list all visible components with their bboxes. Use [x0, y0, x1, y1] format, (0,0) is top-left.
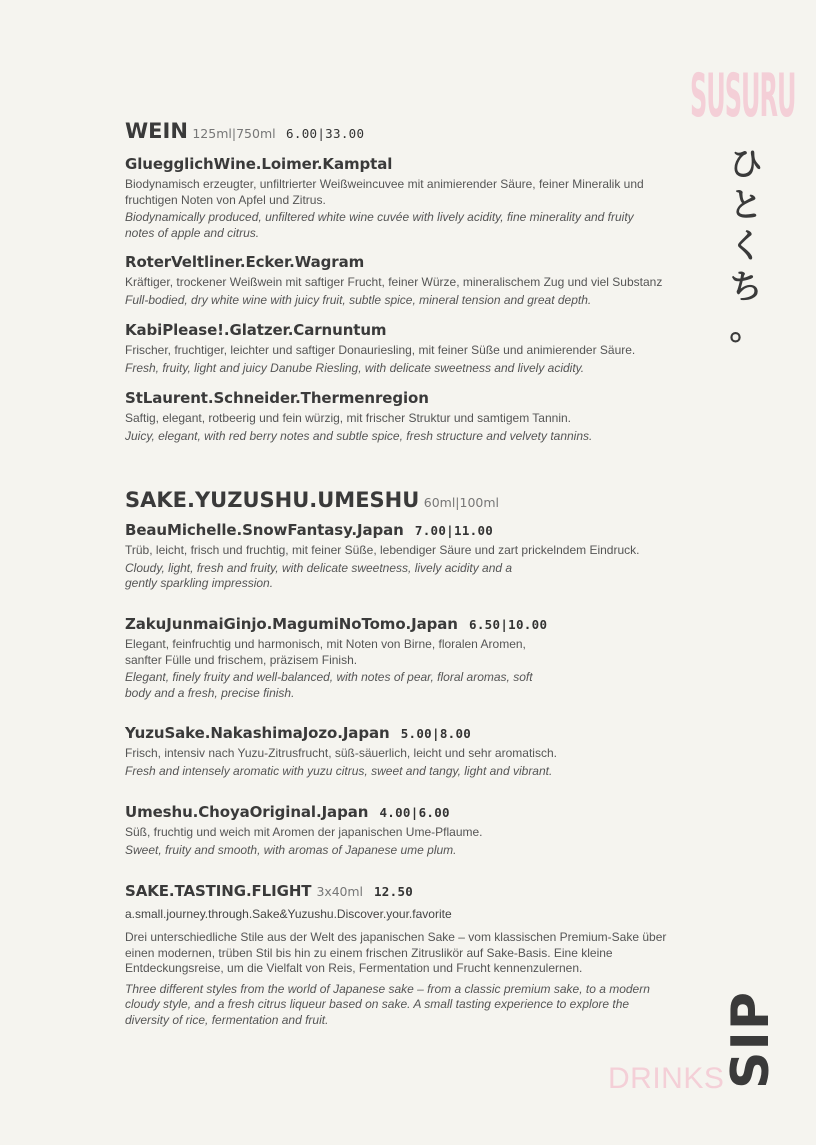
- sake-item: [125, 615, 695, 701]
- item-name-row: [125, 615, 695, 633]
- item-name: BeauMichelle.SnowFantasy.Japan: [125, 521, 404, 539]
- sake-item: [125, 724, 695, 779]
- item-description-en: Cloudy, light, fresh and fruity, with delicate sweetness, lively acidity and a gently sparkling impression.: [125, 560, 513, 590]
- item-description-en: Full-bodied, dry white wine with juicy fruit, subtle spice, mineral tension and great depth.: [125, 292, 592, 307]
- sip-label: SIP: [720, 991, 781, 1089]
- wine-title: WEIN: [125, 119, 188, 143]
- item-description-en: Fresh and intensely aromatic with yuzu citrus, sweet and tangy, light and vibrant.: [125, 763, 553, 778]
- item-name-row: [125, 803, 695, 821]
- brand-logo: [690, 55, 796, 131]
- wine-item: [125, 389, 695, 444]
- item-name-row: [125, 724, 695, 742]
- item-description-en: Fresh, fruity, light and juicy Danube Riesling, with delicate sweetness and lively acidity.: [125, 360, 585, 375]
- sake-section-header: [125, 488, 499, 512]
- wine-item: [125, 155, 695, 241]
- wine-item: [125, 253, 695, 308]
- sake-item: [125, 521, 695, 592]
- item-name: KabiPlease!.Glatzer.Carnuntum: [125, 321, 387, 339]
- item-name-row: [125, 521, 695, 539]
- flight-title: SAKE.TASTING.FLIGHT: [125, 882, 312, 900]
- flight-description-de: Drei unterschiedliche Stile aus der Welt des japanischen Sake – vom klassischen Premium-Sake über einen modernen, trüben Stil bis hin zu einem frischen Zitruslikör auf Sake-Basis. Eine kleine Entdeckungsreise, um die Vielfalt von Reis, Fermentation und Frucht kennenzulernen.: [125, 930, 667, 975]
- item-name: YuzuSake.NakashimaJozo.Japan: [125, 724, 390, 742]
- item-price: 6.50|10.00: [469, 617, 548, 632]
- wine-sizes: 125ml|750ml: [192, 126, 276, 141]
- item-description-de: Biodynamisch erzeugter, unfiltrierter Weißweincuvee mit animierender Säure, feiner Mineralik und fruchtigen Noten von Apfel und Zitrus.: [125, 177, 644, 207]
- sake-title: SAKE.YUZUSHU.UMESHU: [125, 488, 420, 512]
- item-name: ZakuJunmaiGinjo.MagumiNoTomo.Japan: [125, 615, 458, 633]
- item-description-de: Süß, fruchtig und weich mit Aromen der japanischen Ume-Pflaume.: [125, 825, 483, 839]
- flight-sizes: 3x40ml: [316, 884, 363, 899]
- wine-price: 6.00|33.00: [286, 126, 365, 141]
- flight-subtitle: a.small.journey.through.Sake&Yuzushu.Discover.your.favorite: [125, 907, 452, 921]
- item-description-de: Frisch, intensiv nach Yuzu-Zitrusfrucht, süß-säuerlich, leicht und sehr aromatisch.: [125, 746, 557, 760]
- item-description-de: Saftig, elegant, rotbeerig und fein würzig, mit frischer Struktur und samtigem Tannin.: [125, 411, 571, 425]
- jp-char: 。: [729, 308, 763, 347]
- item-description-en: Biodynamically produced, unfiltered white wine cuvée with lively acidity, fine minerality and fruity notes of apple and citrus.: [125, 210, 634, 240]
- item-description-de: Elegant, feinfruchtig und harmonisch, mit Noten von Birne, floralen Aromen, sanfter Fülle und frischem, präzisem Finish.: [125, 637, 526, 667]
- item-name: RoterVeltliner.Ecker.Wagram: [125, 253, 365, 271]
- sip-badge: [716, 991, 796, 1089]
- item-description-en: Sweet, fruity and smooth, with aromas of Japanese ume plum.: [125, 842, 457, 857]
- jp-char: ひ: [729, 144, 763, 183]
- wine-section-header: [125, 119, 364, 143]
- item-description-de: Trüb, leicht, frisch und fruchtig, mit feiner Süße, lebendiger Säure und zart prickelndem Eindruck.: [125, 543, 640, 557]
- jp-char: ち: [729, 267, 763, 306]
- item-name: GluegglichWine.Loimer.Kamptal: [125, 155, 393, 173]
- item-description-en: Juicy, elegant, with red berry notes and subtle spice, fresh structure and velvety tannins.: [125, 428, 593, 443]
- item-price: 4.00|6.00: [379, 805, 450, 820]
- jp-char: と: [729, 185, 763, 224]
- item-price: 7.00|11.00: [414, 523, 494, 538]
- item-description-de: Frischer, fruchtiger, leichter und saftiger Donauriesling, mit feiner Süße und animierender Säure.: [125, 343, 636, 357]
- flight-price: 12.50: [373, 884, 414, 899]
- drinks-label: DRINKS: [608, 1062, 725, 1095]
- item-description-en: Elegant, finely fruity and well-balanced, with notes of pear, floral aromas, soft body and a fresh, precise finish.: [125, 670, 533, 700]
- item-name: Umeshu.ChoyaOriginal.Japan: [125, 803, 369, 821]
- wine-item: [125, 321, 695, 376]
- sake-sizes: 60ml|100ml: [423, 495, 500, 510]
- flight-header: [125, 882, 695, 900]
- item-name: StLaurent.Schneider.Thermenregion: [125, 389, 429, 407]
- flight-description-en: Three different styles from the world of Japanese sake – from a classic premium sake, to a modern cloudy style, and a fresh citrus liqueur based on sake. A small tasting experience to explore the diversity of rice, fermentation and fruit.: [125, 981, 650, 1027]
- jp-char: く: [729, 226, 763, 265]
- tasting-flight: [125, 882, 695, 1028]
- side-japanese-text: [724, 143, 768, 348]
- item-price: 5.00|8.00: [400, 726, 472, 741]
- item-description-de: Kräftiger, trockener Weißwein mit saftiger Frucht, feiner Würze, mineralischem Zug und viel Substanz: [125, 275, 663, 289]
- sake-item: [125, 803, 695, 858]
- logo-wordmark: SUSURU: [690, 61, 796, 131]
